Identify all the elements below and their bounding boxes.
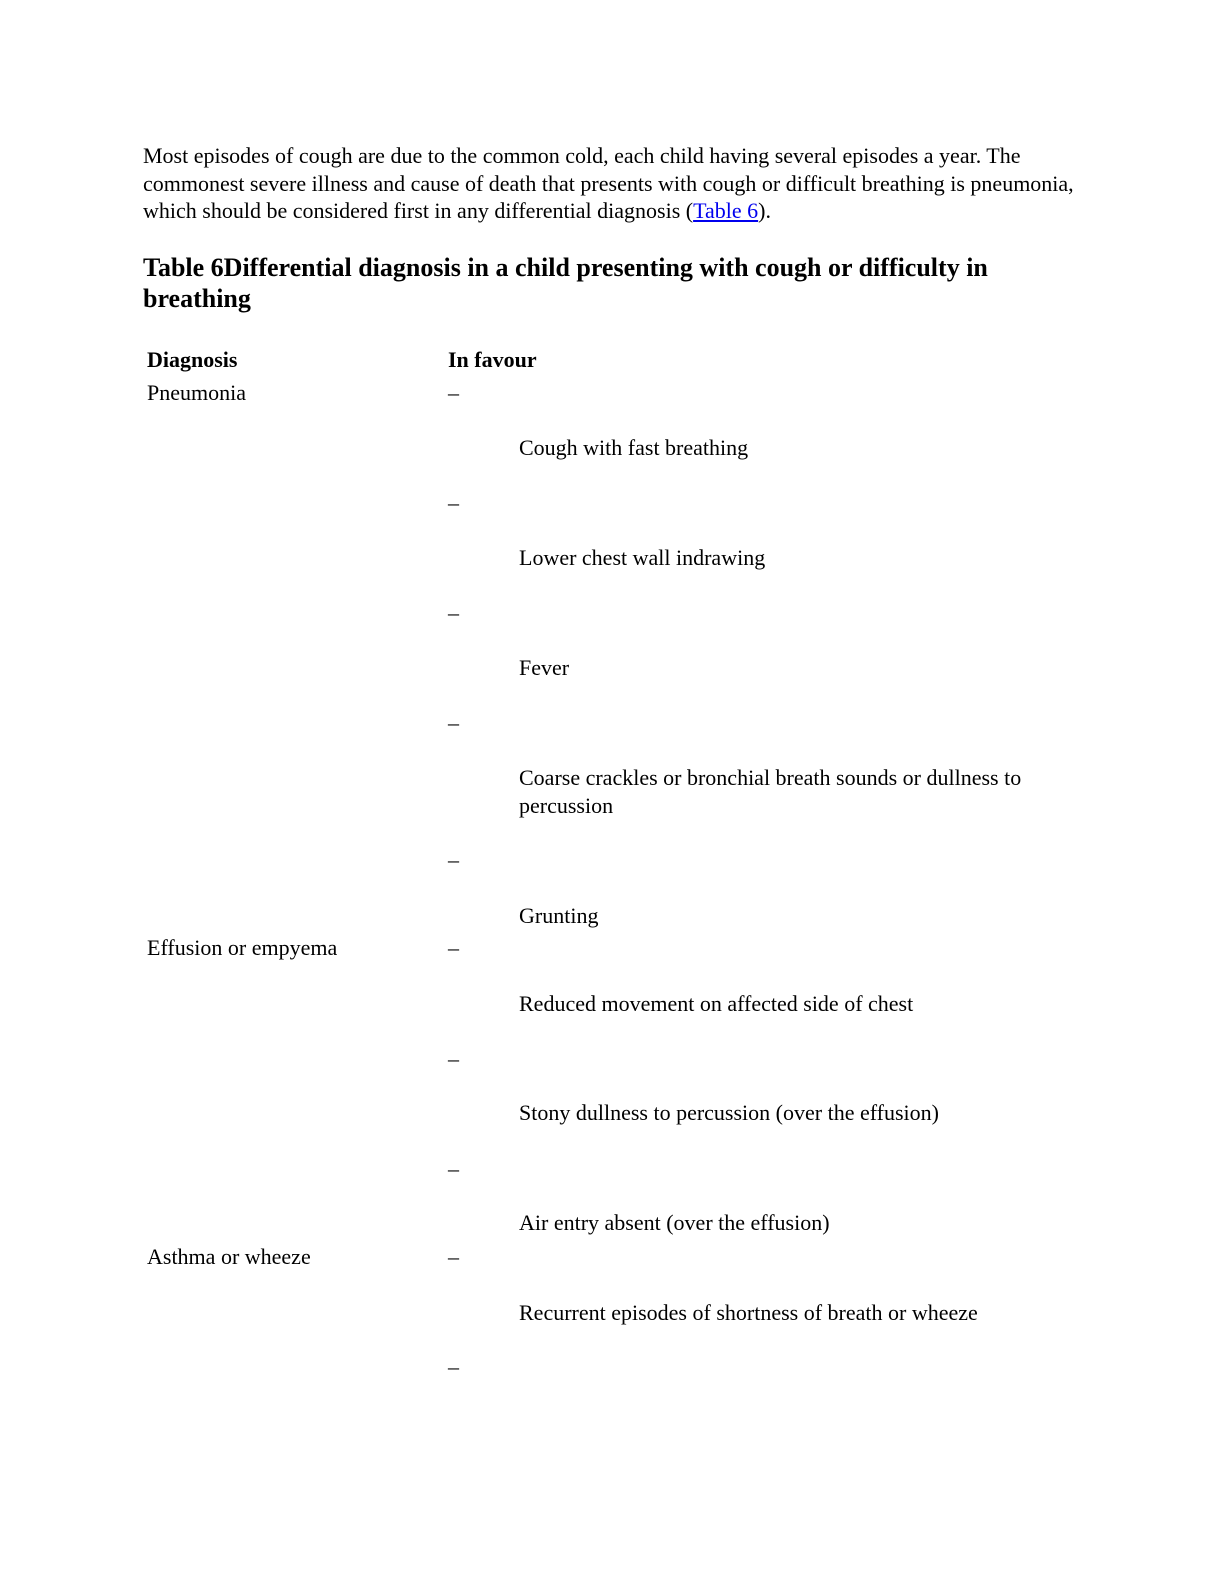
column-header-in-favour: In favour	[448, 347, 537, 372]
table-title: Table 6Differential diagnosis in a child presenting with cough or difficulty in breathing	[143, 253, 988, 313]
bullet-dash: –	[448, 847, 459, 872]
bullet-dash: –	[448, 1354, 459, 1379]
finding-item: Air entry absent (over the effusion)	[519, 1210, 830, 1235]
bullet-dash: –	[448, 935, 459, 960]
bullet-dash: –	[448, 380, 459, 405]
finding-item: Fever	[519, 655, 570, 680]
bullet-dash: –	[448, 1156, 459, 1181]
diagnosis-asthma-or-wheeze: Asthma or wheeze	[147, 1244, 311, 1269]
finding-item: Recurrent episodes of shortness of breath or wheeze	[519, 1300, 978, 1325]
intro-paragraph	[143, 142, 1083, 225]
column-header-diagnosis: Diagnosis	[147, 347, 238, 372]
diagnosis-pneumonia: Pneumonia	[147, 380, 246, 405]
finding-item: Reduced movement on affected side of chest	[519, 991, 914, 1016]
intro-text-end: ).	[758, 198, 771, 223]
intro-text: Most episodes of cough are due to the common cold, each child having several episodes a year. The commonest severe illness and cause of death that presents with cough or difficult breathing is pneumonia, which should be considered first in any differential diagnosis (	[143, 143, 1074, 223]
finding-item: Grunting	[519, 903, 599, 928]
bullet-dash: –	[448, 600, 459, 625]
finding-item: Lower chest wall indrawing	[519, 545, 766, 570]
diagnosis-effusion-or-empyema: Effusion or empyema	[147, 935, 338, 960]
bullet-dash: –	[448, 1244, 459, 1269]
bullet-dash: –	[448, 1046, 459, 1071]
finding-item: Coarse crackles or bronchial breath sounds or dullness to percussion	[519, 765, 1022, 818]
table-6-link[interactable]: Table 6	[693, 198, 759, 223]
bullet-dash: –	[448, 490, 459, 515]
bullet-dash: –	[448, 710, 459, 735]
finding-item: Stony dullness to percussion (over the effusion)	[519, 1100, 939, 1125]
finding-item: Cough with fast breathing	[519, 435, 749, 460]
